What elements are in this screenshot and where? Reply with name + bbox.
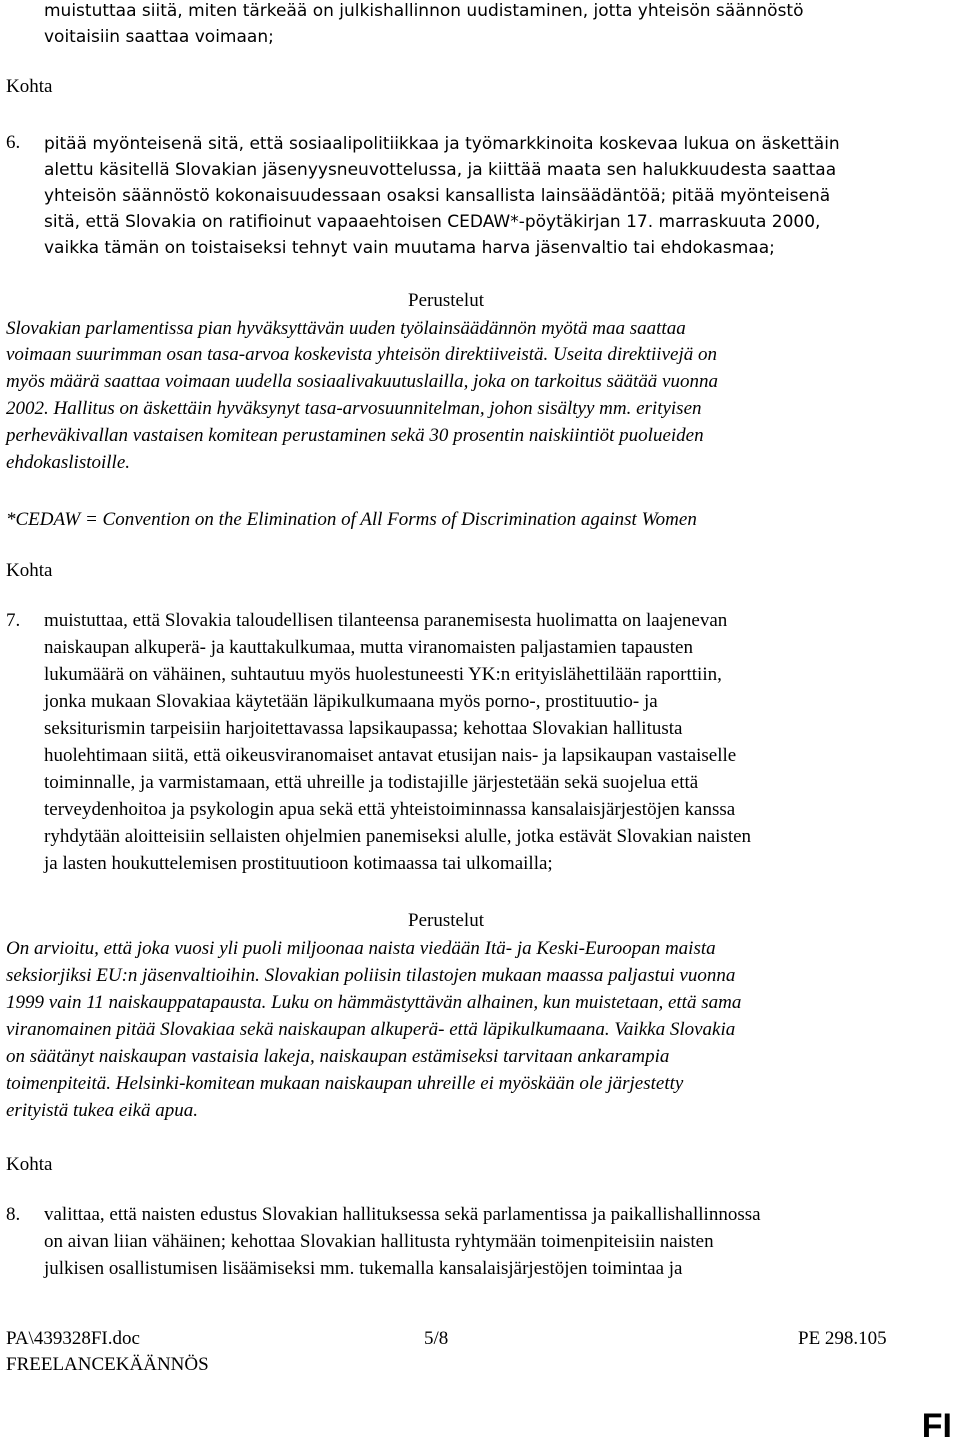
text-line: muistuttaa siitä, miten tärkeää on julkishallinnon uudistaminen, jotta yhteisön säännöstö	[44, 1, 804, 21]
text-line: viranomainen pitää Slovakiaa sekä naiskaupan alkuperä- että läpikulkumaana. Vaikka Slovakia	[6, 1019, 736, 1040]
kohta-heading: Kohta	[6, 76, 53, 97]
text-line: ryhdytään aloitteisiin sellaisten ohjelmien panemiseksi alulle, jotka estävät Slovakian naisten	[44, 826, 752, 847]
text-line: perheväkivallan vastaisen komitean perustaminen sekä 30 prosentin naiskiintiöt puolueiden	[6, 425, 704, 446]
paragraph-number: 8.	[6, 1204, 21, 1225]
text-line: myös määrä saattaa voimaan uudella sosiaalivakuutuslailla, joka on tarkoitus säätää vuonna	[6, 371, 718, 392]
text-line: 2002. Hallitus on äskettäin hyväksynyt tasa-arvosuunnitelman, johon sisältyy mm. erityisen	[6, 398, 702, 419]
text-line: toimenpiteitä. Helsinki-komitean mukaan naiskaupan uhreille ei myöskään ole järjestetty	[6, 1073, 684, 1094]
perustelut-heading: Perustelut	[408, 290, 484, 311]
freelance-label: FREELANCEKÄÄNNÖS	[6, 1354, 209, 1375]
paragraph-number: 6.	[6, 132, 21, 153]
paragraph-number: 7.	[6, 610, 21, 631]
text-line: seksiorjiksi EU:n jäsenvaltioihin. Slovakian poliisin tilastojen mukaan maassa paljastui vuonna	[6, 965, 736, 986]
text-line: on aivan liian vähäinen; kehottaa Slovakian hallitusta ryhtymään toimenpiteisiin naisten	[44, 1231, 714, 1252]
text-line: muistuttaa, että Slovakia taloudellisen tilanteensa paranemisesta huolimatta on laajenevan	[44, 610, 728, 631]
pe-reference: PE 298.105	[798, 1328, 887, 1349]
text-line: on säätänyt naiskaupan vastaisia lakeja, naiskaupan estämiseksi tarvitaan ankarampia	[6, 1046, 670, 1067]
text-line: alettu käsitellä Slovakian jäsenyysneuvottelussa, ja kiittää maata sen halukkuudesta saattaa	[44, 160, 837, 180]
text-line: voitaisiin saattaa voimaan;	[44, 27, 274, 47]
text-line: valittaa, että naisten edustus Slovakian hallituksessa sekä parlamentissa ja paikallishallinnossa	[44, 1204, 761, 1225]
text-line: Slovakian parlamentissa pian hyväksyttävän uuden työlainsäädännön myötä maa saattaa	[6, 318, 686, 339]
text-line: naiskaupan alkuperä- ja kauttakulkumaa, mutta viranomaisten paljastamien tapausten	[44, 637, 693, 658]
text-line: ja lasten houkuttelemisen prostituutioon kotimaassa tai ulkomailla;	[44, 853, 553, 874]
text-line: jonka mukaan Slovakiaa käytetään läpikulkumaana myös porno-, prostituutio- ja	[44, 691, 658, 712]
text-line: On arvioitu, että joka vuosi yli puoli miljoonaa naista viedään Itä- ja Keski-Euroopan maista	[6, 938, 716, 959]
text-line: pitää myönteisenä sitä, että sosiaalipolitiikkaa ja työmarkkinoita koskevaa lukua on äskettäin	[44, 134, 840, 154]
cedaw-footnote: *CEDAW = Convention on the Elimination of All Forms of Discrimination against Women	[6, 509, 697, 530]
text-line: voimaan suurimman osan tasa-arvoa koskevista yhteisön direktiiveistä. Useita direktiivejä on	[6, 344, 717, 365]
text-line: julkisen osallistumisen lisäämiseksi mm. tukemalla kansalaisjärjestöjen toimintaa ja	[44, 1258, 683, 1279]
page-number: 5/8	[424, 1328, 449, 1349]
document-reference: PA\439328FI.doc	[6, 1328, 140, 1349]
text-line: ehdokaslistoille.	[6, 452, 131, 473]
text-line: yhteisön säännöstö kokonaisuudessaan osaksi kansallista lainsäädäntöä; pitää myönteisenä	[44, 186, 831, 206]
perustelut-heading: Perustelut	[408, 910, 484, 931]
text-line: vaikka tämän on toistaiseksi tehnyt vain muutama harva jäsenvaltio tai ehdokasmaa;	[44, 238, 775, 258]
text-line: terveydenhoitoa ja psykologin apua sekä että yhteistoiminnassa kansalaisjärjestöjen kanssa	[44, 799, 736, 820]
text-line: lukumäärä on vähäinen, suhtautuu myös huolestuneesti YK:n erityislähettilään raporttiin,	[44, 664, 722, 685]
text-line: erityistä tukea eikä apua.	[6, 1100, 199, 1121]
language-mark: FI	[921, 1407, 952, 1445]
text-line: toiminnalle, ja varmistamaan, että uhreille ja todistajille järjestetään sekä suojelua että	[44, 772, 699, 793]
text-line: sitä, että Slovakia on ratifioinut vapaaehtoisen CEDAW*-pöytäkirjan 17. marraskuuta 2000,	[44, 212, 821, 232]
kohta-heading: Kohta	[6, 1154, 53, 1175]
text-line: seksiturismin tarpeisiin harjoitettavassa lapsikaupassa; kehottaa Slovakian hallitusta	[44, 718, 683, 739]
text-line: huolehtimaan siitä, että oikeusviranomaiset antavat etusijan nais- ja lapsikaupan vastaiselle	[44, 745, 737, 766]
text-line: 1999 vain 11 naiskauppatapausta. Luku on hämmästyttävän alhainen, kun muistetaan, että sama	[6, 992, 742, 1013]
kohta-heading: Kohta	[6, 560, 53, 581]
